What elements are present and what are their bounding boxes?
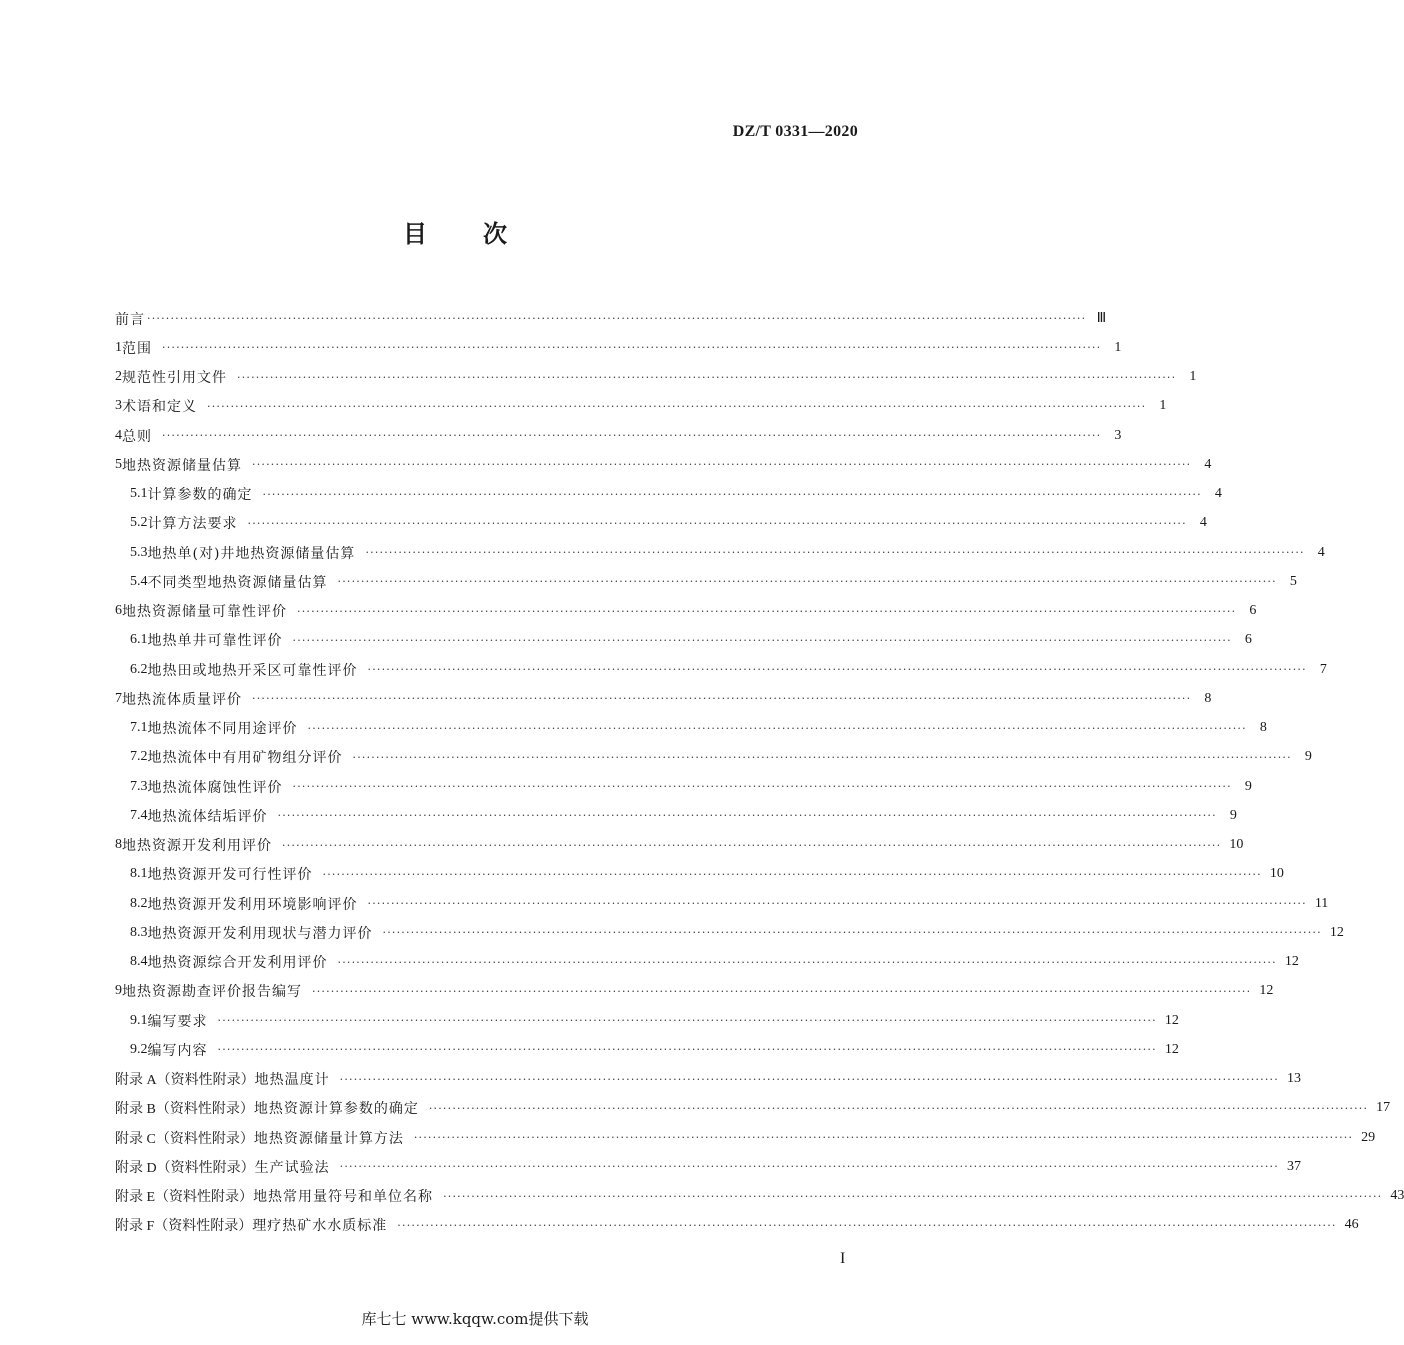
document-code: DZ/T 0331—2020	[732, 123, 858, 140]
toc-entry-number: 附录 D（资料性附录）	[115, 1160, 255, 1176]
toc-entry-page: 3	[1114, 427, 1122, 443]
toc-entry-label: 地热田或地热开采区可靠性评价	[147, 662, 358, 679]
toc-entry-page: 12	[1164, 1012, 1179, 1028]
toc-entry-number: 5.3	[130, 544, 148, 560]
toc-entry-label: 范围	[122, 340, 152, 357]
toc-entry-page: 12	[1164, 1041, 1179, 1057]
toc-entry-number: 7.4	[130, 807, 148, 823]
toc-entry-page: 9	[1304, 749, 1312, 765]
toc-entry-number: 7.1	[130, 720, 148, 736]
dot-leader: ········································································································································································································	[292, 780, 1232, 794]
dot-leader: ········································································································································································································	[282, 838, 1222, 852]
dot-leader: ········································································································································································································	[217, 1014, 1157, 1028]
dot-leader: ········································································································································································································	[382, 926, 1322, 940]
toc-entry-number: 附录 A（资料性附录）	[115, 1073, 255, 1089]
toc-entry-label: 编写内容	[147, 1042, 208, 1059]
toc-entry-page: 9	[1229, 807, 1237, 823]
toc-entry-label: 地热温度计	[254, 1072, 330, 1089]
dot-leader: ········································································································································································································	[322, 867, 1262, 881]
toc-entry[interactable]	[115, 363, 1197, 392]
toc-entry-number: 4	[115, 427, 122, 443]
toc-entry[interactable]	[115, 567, 1297, 596]
dot-leader: ········································································································································································································	[307, 721, 1247, 735]
toc-entry-number: 8.1	[130, 866, 148, 882]
toc-entry[interactable]	[115, 1006, 1179, 1035]
toc-entry-label: 地热流体中有用矿物组分评价	[147, 750, 343, 767]
dot-leader: ········································································································································································································	[162, 341, 1102, 355]
toc-entry[interactable]	[115, 655, 1327, 684]
dot-leader: ········································································································································································································	[443, 1189, 1383, 1203]
toc-entry-label: 地热流体腐蚀性评价	[147, 779, 283, 796]
dot-leader: ········································································································································································································	[162, 429, 1102, 443]
dot-leader: ········································································································································································································	[339, 1072, 1279, 1086]
toc-entry-label: 地热资源开发可行性评价	[147, 867, 313, 884]
toc-entry-page: 1	[1159, 398, 1167, 414]
toc-entry[interactable]	[115, 743, 1312, 772]
toc-entry-label: 地热资源储量可靠性评价	[122, 604, 287, 621]
toc-entry[interactable]	[115, 626, 1252, 655]
toc-entry[interactable]	[115, 801, 1237, 830]
toc-entry-number: 6.2	[130, 661, 148, 677]
toc-entry[interactable]	[115, 772, 1252, 801]
toc-entry[interactable]	[115, 480, 1222, 509]
toc-entry-number: 7.2	[130, 749, 148, 765]
toc-entry-page: 11	[1314, 895, 1329, 911]
toc-entry-label: 地热流体质量评价	[122, 691, 242, 708]
toc-entry[interactable]	[115, 977, 1274, 1006]
toc-entry-page: Ⅲ	[1096, 311, 1107, 327]
toc-entry[interactable]	[115, 1152, 1301, 1181]
toc-entry[interactable]	[115, 1123, 1376, 1152]
dot-leader: ········································································································································································································	[247, 516, 1187, 530]
dot-leader: ········································································································································································································	[339, 1160, 1279, 1174]
toc-entry[interactable]	[115, 304, 1107, 333]
toc-entry-label: 计算参数的确定	[147, 487, 253, 504]
toc-entry-number: 附录 F（资料性附录）	[115, 1219, 253, 1235]
toc-entry-page: 6	[1244, 632, 1252, 648]
toc-entry-page: 4	[1204, 456, 1212, 472]
toc-entry[interactable]	[115, 392, 1167, 421]
page-title: 目次	[403, 219, 563, 248]
toc-entry-label: 地热流体不同用途评价	[147, 721, 298, 738]
dot-leader: ········································································································································································································	[292, 633, 1232, 647]
toc-entry-label: 地热资源开发利用评价	[122, 838, 272, 855]
toc-entry-number: 8.4	[130, 954, 148, 970]
toc-entry[interactable]	[115, 684, 1212, 713]
toc-entry-label: 计算方法要求	[147, 516, 238, 533]
toc-entry-label: 地热单井可靠性评价	[147, 633, 283, 650]
toc-entry-number: 附录 C（资料性附录）	[115, 1131, 254, 1147]
toc-entry-label: 理疗热矿水水质标准	[252, 1218, 388, 1235]
toc-entry[interactable]	[115, 1065, 1301, 1094]
toc-entry[interactable]	[115, 889, 1329, 918]
toc-entry-label: 地热流体结垢评价	[147, 808, 268, 825]
toc-entry-page: 8	[1204, 690, 1212, 706]
toc-entry-page: 4	[1214, 486, 1222, 502]
dot-leader: ········································································································································································································	[413, 1131, 1354, 1145]
toc-entry[interactable]	[115, 450, 1212, 479]
toc-entry-number: 1	[115, 339, 122, 355]
dot-leader: ········································································································································································································	[252, 458, 1192, 472]
dot-leader: ········································································································································································································	[252, 692, 1192, 706]
toc-entry-number: 2	[115, 369, 122, 385]
toc-entry-label: 地热资源综合开发利用评价	[147, 955, 328, 972]
toc-entry-number: 附录 B（资料性附录）	[115, 1102, 254, 1118]
toc-entry[interactable]	[115, 1211, 1359, 1240]
dot-leader: ········································································································································································································	[297, 604, 1237, 618]
toc-entry-number: 附录 E（资料性附录）	[115, 1190, 254, 1206]
toc-entry-number: 8.3	[130, 924, 148, 940]
toc-entry-page: 8	[1259, 720, 1267, 736]
toc-entry-number: 9	[115, 983, 122, 999]
toc-entry-label: 地热常用量符号和单位名称	[253, 1189, 434, 1206]
dot-leader: ········································································································································································································	[147, 312, 1087, 326]
toc-entry-label: 地热单(对)井地热资源储量估算	[147, 545, 356, 562]
toc-entry-page: 6	[1249, 603, 1257, 619]
toc-entry-page: 29	[1361, 1129, 1376, 1145]
toc-entry-label: 地热资源勘查评价报告编写	[122, 984, 302, 1001]
toc-entry-number: 9.1	[130, 1012, 148, 1028]
toc-entry-page: 10	[1229, 837, 1244, 853]
toc-entry[interactable]	[115, 1094, 1391, 1123]
toc-entry-page: 12	[1329, 924, 1344, 940]
toc-entry-page: 37	[1286, 1158, 1301, 1174]
toc-entry-label: 术语和定义	[122, 399, 197, 416]
toc-entry-number: 9.2	[130, 1041, 148, 1057]
toc-entry-label: 编写要求	[147, 1013, 208, 1030]
toc-entry-page: 1	[1189, 369, 1197, 385]
dot-leader: ········································································································································································································	[337, 575, 1277, 589]
dot-leader: ········································································································································································································	[367, 663, 1307, 677]
dot-leader: ········································································································································································································	[397, 1218, 1337, 1232]
toc-entry-label: 前言	[115, 311, 145, 328]
toc-entry[interactable]	[115, 948, 1299, 977]
toc-entry-number: 8	[115, 837, 122, 853]
toc-entry-label: 地热资源开发利用环境影响评价	[147, 896, 358, 913]
toc-entry[interactable]	[115, 1035, 1179, 1064]
toc-entry[interactable]	[115, 714, 1267, 743]
toc-entry[interactable]	[115, 597, 1257, 626]
toc-entry-label: 不同类型地热资源储量估算	[147, 574, 328, 591]
dot-leader: ········································································································································································································	[428, 1101, 1369, 1115]
dot-leader: ········································································································································································································	[352, 750, 1292, 764]
toc-entry-label: 生产试验法	[254, 1159, 330, 1176]
toc-entry[interactable]	[115, 860, 1284, 889]
toc-entry-number: 5.4	[130, 573, 148, 589]
toc-entry-page: 43	[1390, 1188, 1404, 1204]
toc-entry-page: 7	[1319, 661, 1327, 677]
toc-entry-number: 8.2	[130, 895, 148, 911]
toc-entry-page: 9	[1244, 778, 1252, 794]
toc-entry-page: 5	[1289, 573, 1297, 589]
toc-entry[interactable]	[115, 1182, 1404, 1211]
dot-leader: ········································································································································································································	[207, 399, 1147, 413]
toc-entry-number: 5.2	[130, 515, 148, 531]
toc-entry-label: 地热资源储量估算	[122, 457, 242, 474]
toc-entry-number: 3	[115, 398, 122, 414]
toc-entry-label: 地热资源计算参数的确定	[253, 1101, 419, 1118]
toc-entry-page: 4	[1317, 544, 1325, 560]
toc-entry-label: 总则	[122, 428, 152, 445]
toc-entry-number: 5.1	[130, 486, 148, 502]
toc-entry-label: 地热资源开发利用现状与潜力评价	[147, 925, 373, 942]
toc-entry-page: 13	[1286, 1071, 1301, 1087]
toc-entry-number: 7.3	[130, 778, 148, 794]
toc-entry-number: 7	[115, 690, 122, 706]
toc-entry-number: 5	[115, 456, 122, 472]
dot-leader: ········································································································································································································	[367, 897, 1307, 911]
toc-entry[interactable]	[115, 918, 1344, 947]
toc-entry[interactable]	[115, 333, 1122, 362]
toc-entry-page: 17	[1376, 1100, 1391, 1116]
dot-leader: ········································································································································································································	[217, 1043, 1157, 1057]
toc-entry[interactable]	[115, 831, 1244, 860]
toc-entry-page: 10	[1269, 866, 1284, 882]
toc-entry-number: 6	[115, 603, 122, 619]
table-of-contents	[115, 304, 1404, 1240]
toc-entry-page: 12	[1259, 983, 1274, 999]
toc-entry-page: 1	[1114, 339, 1122, 355]
dot-leader: ········································································································································································································	[277, 809, 1217, 823]
toc-entry-number: 6.1	[130, 632, 148, 648]
toc-entry[interactable]	[115, 509, 1207, 538]
toc-entry-label: 规范性引用文件	[122, 370, 227, 387]
toc-entry[interactable]	[115, 538, 1325, 567]
dot-leader: ········································································································································································································	[262, 487, 1202, 501]
dot-leader: ········································································································································································································	[337, 955, 1277, 969]
toc-entry-label: 地热资源储量计算方法	[253, 1130, 404, 1147]
watermark: 库七七 www.kqqw.com提供下载	[361, 1310, 589, 1328]
toc-entry-page: 12	[1284, 954, 1299, 970]
dot-leader: ········································································································································································································	[365, 546, 1305, 560]
dot-leader: ········································································································································································································	[237, 370, 1177, 384]
toc-entry[interactable]	[115, 421, 1122, 450]
toc-entry-page: 4	[1199, 515, 1207, 531]
toc-entry-page: 46	[1344, 1217, 1359, 1233]
page-number: I	[840, 1250, 846, 1267]
dot-leader: ········································································································································································································	[312, 984, 1252, 998]
